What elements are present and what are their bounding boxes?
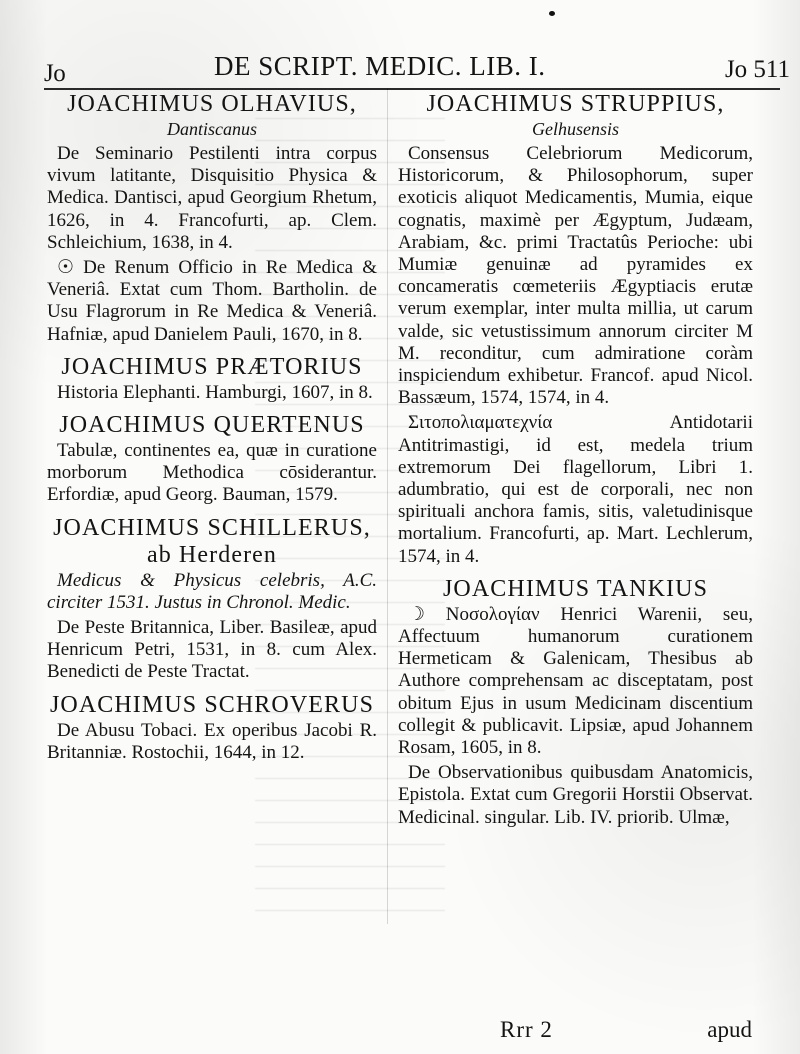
- entry-heading: JOACHIMUS STRUPPIUS,: [426, 91, 725, 117]
- entry-quertenus: [47, 412, 377, 507]
- entry-subtitle: Gelhusensis: [532, 119, 619, 139]
- entry-schroverus: [47, 692, 377, 764]
- entry-paragraph: ☉ De Renum Officio in Re Medica & Veneriâ. Extat cum Thom. Bartholin. de Usu Flagrorum in Re Medica & Veneriâ. Hafniæ, apud Danielem Pauli, 1670, in 8.: [47, 257, 377, 345]
- right-column: [398, 91, 753, 837]
- entry-praetorius: [47, 354, 377, 404]
- page-footer: [0, 1016, 800, 1046]
- entry-paragraph: Consensus Celebriorum Medicorum, Historicorum, & Philosophorum, super exoticis aliquot Medicamentis, Mumia, eique cognatis, maximè per Ægyptum, Judæam, Arabiam, &c. primi Tractatûs Perioche: ubi Mumiæ genuinæ ad pyramides ex concameratis cœmeteriis Ægyptiacis erutæ verum exemplar, inter multa millia, ut carum valde, sic vetustissimum annorum circiter M M. reconditur, cum admiratione coràm inspiciendum exhibetur. Francof. apud Nicol. Bassæum, 1574, 1574, in 4.: [398, 143, 753, 409]
- entry-paragraph: Σιτοπολιαματεχνία Antidotarii Antitrimastigi, id est, medela trium extremorum Dei flagellorum, Libri 1. adumbratio, qui est de corporali, nec non spirituali anchora famis, sitis, valetudinisque mortalium. Francofurti, ap. Mart. Lechlerum, 1574, in 4.: [398, 412, 753, 567]
- signature-mark: Rrr 2: [500, 1017, 553, 1042]
- entry-olhavius: [47, 91, 377, 346]
- entry-schillerus: [47, 515, 377, 684]
- entry-paragraph: Historia Elephanti. Hamburgi, 1607, in 8.: [57, 381, 373, 403]
- entry-paragraph: ☽ Νοσολογίαν Henrici Warenii, seu, Affectuum humanorum curationem Hermeticam & Galenicam, Thesibus ab Authore comprehensam ac disceptatam, post obitum Ejus in usum Medicinam discentium collegit & publicavit. Lipsiæ, apud Johannem Rosam, 1605, in 8.: [398, 603, 753, 759]
- ink-mark: [549, 11, 555, 16]
- entry-heading: JOACHIMUS QUERTENUS: [59, 412, 365, 439]
- header-rule: [44, 88, 780, 90]
- entry-heading: JOACHIMUS SCHROVERUS: [49, 691, 375, 718]
- entry-paragraph: De Peste Britannica, Liber. Basileæ, apud Henricum Petri, 1531, in 8. cum Alex. Benedicti de Peste Tractat.: [47, 617, 377, 683]
- entry-paragraph: Tabulæ, continentes ea, quæ in curatione morborum Methodica cōsiderantur. Erfordiæ, apud Georg. Bauman, 1579.: [47, 440, 377, 506]
- left-column: [47, 91, 377, 772]
- entry-heading: JOACHIMUS OLHAVIUS,: [67, 91, 357, 117]
- column-divider: [387, 88, 388, 924]
- entry-paragraph: De Observationibus quibusdam Anatomicis, Epistola. Extat cum Gregorii Horstii Observat. Medicinal. singular. Lib. IV. priorib. Ulmæ,: [398, 762, 753, 828]
- header-left: Jo: [44, 60, 66, 87]
- entry-heading: JOACHIMUS SCHILLERUS, ab Herderen: [53, 514, 371, 568]
- entry-heading: JOACHIMUS PRÆTORIUS: [61, 353, 363, 380]
- entry-paragraph: De Abusu Tobaci. Ex operibus Jacobi R. Britanniæ. Rostochii, 1644, in 12.: [47, 719, 377, 763]
- header-right: Jo 511: [724, 56, 790, 83]
- entry-paragraph: De Seminario Pestilenti intra corpus vivum latitante, Disquisitio Physica & Medica. Dantisci, apud Georgium Rhetum, 1626, in 4. Francofurti, ap. Clem. Schleichium, 1638, in 4.: [47, 143, 377, 253]
- entry-subtitle: Dantiscanus: [167, 119, 257, 139]
- header-title: DE SCRIPT. MEDIC. LIB. I.: [214, 51, 546, 81]
- entry-struppius: [398, 91, 753, 568]
- entry-tankius: [398, 576, 753, 829]
- running-header: [44, 53, 790, 89]
- entry-heading: JOACHIMUS TANKIUS: [442, 575, 709, 602]
- catchword: apud: [707, 1017, 752, 1042]
- entry-paragraph: Medicus & Physicus celebris, A.C. circiter 1531. Justus in Chronol. Medic.: [47, 569, 377, 613]
